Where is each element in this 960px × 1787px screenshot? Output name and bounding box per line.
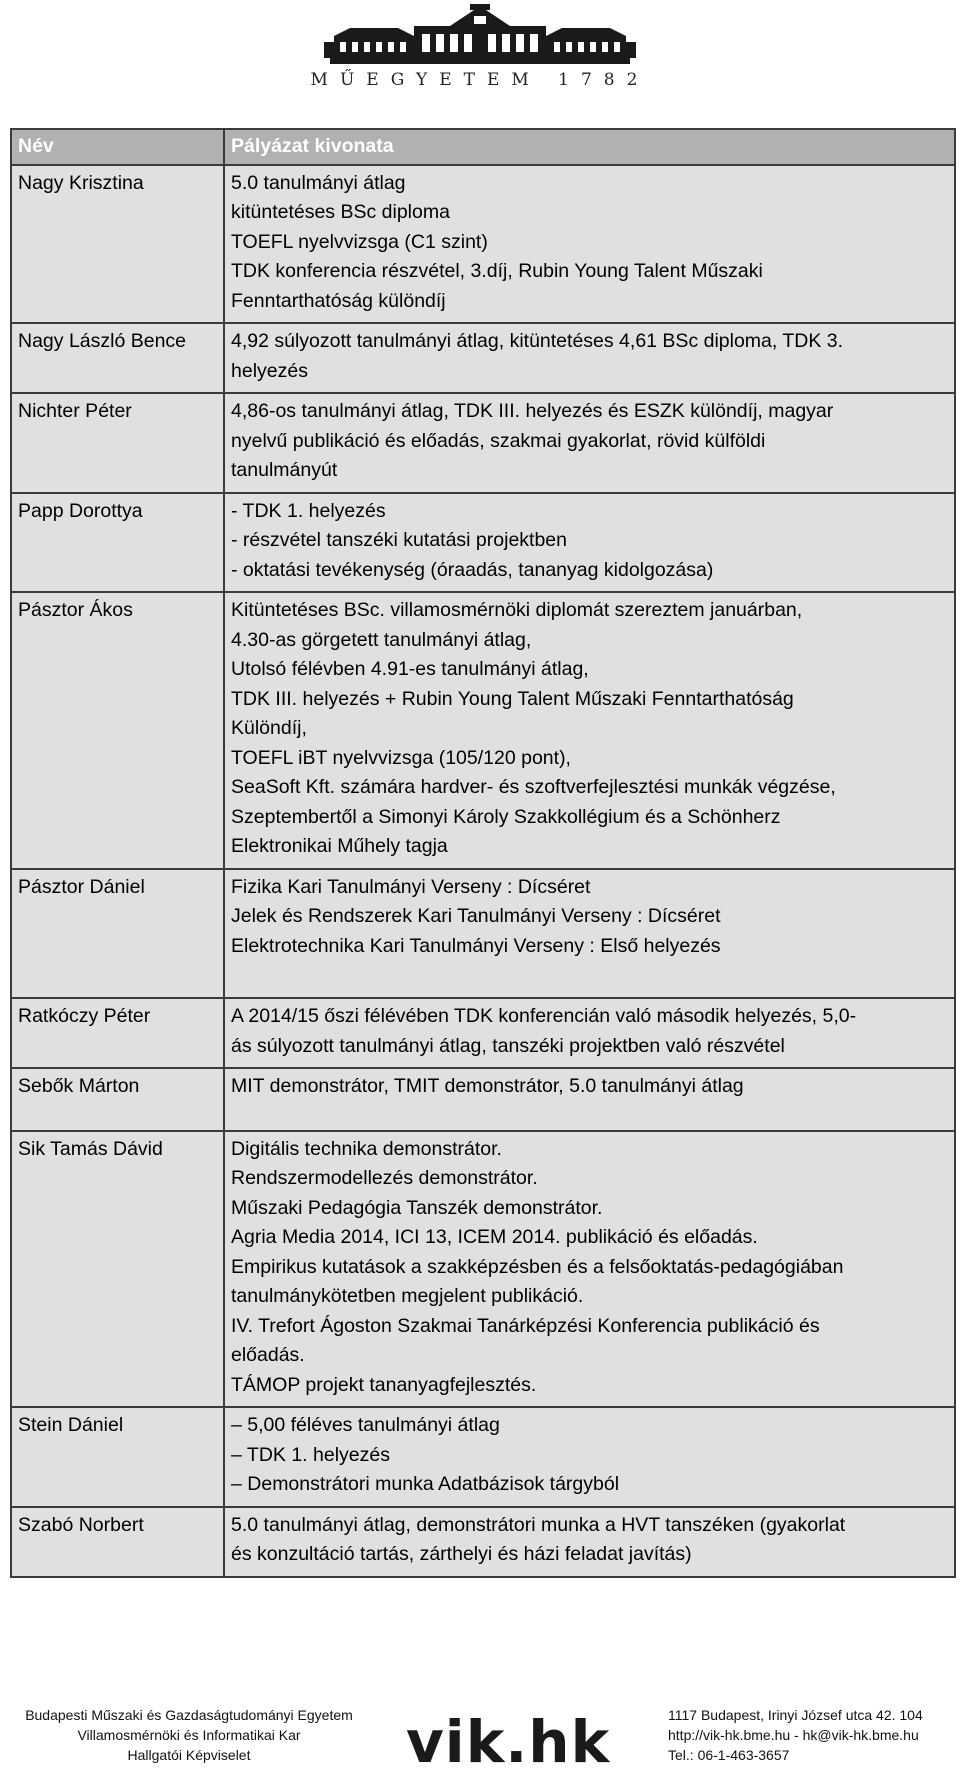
summary-line: Jelek és Rendszerek Kari Tanulmányi Verseny : Dícséret (231, 905, 721, 927)
applicant-name: Nichter Péter (11, 393, 224, 493)
summary-line: Különdíj, (231, 717, 307, 739)
applicant-name: Pásztor Ákos (11, 592, 224, 869)
summary-line: TOEFL iBT nyelvvizsga (105/120 pont), (231, 746, 571, 769)
summary-line: TDK konferencia részvétel, 3.díj, Rubin Young Talent Műszaki (231, 260, 763, 282)
summary-line: - részvétel tanszéki kutatási projektben (231, 529, 567, 551)
footer-address: 1117 Budapest, Irinyi József utca 42. 104 (668, 1707, 923, 1723)
application-summary (224, 1407, 955, 1507)
summary-line: előadás. (231, 1344, 305, 1366)
applicant-name: Sebők Márton (11, 1068, 224, 1131)
summary-line: A 2014/15 őszi félévében TDK konferencián való második helyezés, 5,0- (231, 1005, 857, 1027)
summary-line: Agria Media 2014, ICI 13, ICEM 2014. publikáció és előadás. (231, 1226, 758, 1248)
summary-line: Kitüntetéses BSc. villamosmérnöki diplomát szereztem januárban, (231, 599, 803, 621)
applicant-name: Nagy Krisztina (11, 165, 224, 324)
summary-line: – TDK 1. helyezés (231, 1443, 390, 1466)
footer-university: Budapesti Műszaki és Gazdaságtudományi Egyetem (25, 1707, 353, 1723)
summary-line: tanulmánykötetben megjelent publikáció. (231, 1285, 584, 1307)
summary-line: 5.0 tanulmányi átlag (231, 171, 406, 194)
application-summary (224, 1131, 955, 1408)
summary-line: - TDK 1. helyezés (231, 499, 386, 522)
summary-line: 4,86-os tanulmányi átlag, TDK III. helyezés és ESZK különdíj, magyar (231, 400, 834, 422)
applicant-name: Ratkóczy Péter (11, 998, 224, 1068)
table-row (11, 165, 955, 324)
header-summary: Pályázat kivonata (224, 129, 955, 165)
summary-line: és konzultáció tartás, zárthelyi és házi feladat javítás) (231, 1543, 692, 1565)
summary-line: Utolsó félévben 4.91-es tanulmányi átlag, (231, 658, 589, 680)
application-summary (224, 592, 955, 869)
header-name: Név (11, 129, 224, 165)
applicant-name: Papp Dorottya (11, 493, 224, 593)
summary-line: TDK III. helyezés + Rubin Young Talent Műszaki Fenntarthatóság (231, 687, 794, 710)
summary-line: SeaSoft Kft. számára hardver- és szoftverfejlesztési munkák végzése, (231, 776, 836, 798)
building-logo-icon (310, 2, 650, 72)
table-row (11, 1131, 955, 1408)
summary-line: MIT demonstrátor, TMIT demonstrátor, 5.0 tanulmányi átlag (231, 1075, 744, 1097)
summary-line: TÁMOP projekt tananyagfejlesztés. (231, 1373, 537, 1396)
summary-line: helyezés (231, 359, 308, 382)
table-row (11, 1068, 955, 1131)
summary-line: 4.30-as görgetett tanulmányi átlag, (231, 628, 532, 651)
application-summary (224, 493, 955, 593)
table-row (11, 1407, 955, 1507)
summary-line: Digitális technika demonstrátor. (231, 1137, 502, 1160)
summary-line: 5.0 tanulmányi átlag, demonstrátori munka a HVT tanszéken (gyakorlat (231, 1513, 846, 1536)
summary-line: kitüntetéses BSc diploma (231, 201, 450, 223)
table-row (11, 393, 955, 493)
summary-line: ás súlyozott tanulmányi átlag, tanszéki projektben való részvétel (231, 1034, 785, 1057)
footer-institution (3, 1705, 375, 1765)
application-summary (224, 393, 955, 493)
table-row (11, 869, 955, 999)
summary-line: - oktatási tevékenység (óraadás, tananyag kidolgozása) (231, 558, 714, 581)
footer-contact (668, 1705, 958, 1765)
applicant-name: Pásztor Dániel (11, 869, 224, 999)
table-row (11, 323, 955, 393)
brand-logo: vik.hk (406, 1708, 611, 1776)
summary-line: TOEFL nyelvvizsga (C1 szint) (231, 230, 488, 253)
applications-table (10, 128, 956, 1578)
application-summary (224, 869, 955, 999)
applicant-name: Stein Dániel (11, 1407, 224, 1507)
summary-line: Rendszermodellezés demonstrátor. (231, 1167, 538, 1189)
summary-line: nyelvű publikáció és előadás, szakmai gyakorlat, rövid külföldi (231, 429, 766, 452)
summary-line: Műszaki Pedagógia Tanszék demonstrátor. (231, 1196, 603, 1219)
table-row (11, 493, 955, 593)
footer-web-email[interactable]: http://vik-hk.bme.hu - hk@vik-hk.bme.hu (668, 1727, 919, 1743)
footer-body: Hallgatói Képviselet (127, 1747, 251, 1763)
application-summary (224, 1068, 955, 1131)
footer-faculty: Villamosmérnöki és Informatikai Kar (77, 1727, 301, 1743)
applicant-name: Sik Tamás Dávid (11, 1131, 224, 1408)
logo-wordmark: MŰEGYETEM 1782 (310, 70, 650, 90)
table-row (11, 1507, 955, 1577)
summary-line: – 5,00 féléves tanulmányi átlag (231, 1414, 500, 1436)
summary-line: Szeptembertől a Simonyi Károly Szakkollégium és a Schönherz (231, 805, 781, 828)
applicant-name: Nagy László Bence (11, 323, 224, 393)
summary-line: – Demonstrátori munka Adatbázisok tárgyból (231, 1473, 620, 1495)
university-logo (0, 0, 960, 95)
application-summary (224, 165, 955, 324)
summary-line: Elektronikai Műhely tagja (231, 835, 448, 857)
footer (0, 1705, 960, 1787)
application-summary (224, 998, 955, 1068)
application-summary (224, 1507, 955, 1577)
applicant-name: Szabó Norbert (11, 1507, 224, 1577)
application-summary (224, 323, 955, 393)
table-row (11, 998, 955, 1068)
summary-line: Fenntarthatóság különdíj (231, 289, 446, 312)
summary-line: IV. Trefort Ágoston Szakmai Tanárképzési Konferencia publikáció és (231, 1314, 820, 1337)
summary-line: Empirikus kutatások a szakképzésben és a felsőoktatás-pedagógiában (231, 1255, 844, 1278)
summary-line: 4,92 súlyozott tanulmányi átlag, kitüntetéses 4,61 BSc diploma, TDK 3. (231, 330, 844, 352)
table-header-row (11, 129, 955, 165)
summary-line: Elektrotechnika Kari Tanulmányi Verseny : Első helyezés (231, 934, 721, 957)
summary-line: tanulmányút (231, 459, 338, 481)
summary-line: Fizika Kari Tanulmányi Verseny : Dícséret (231, 875, 591, 898)
footer-phone: Tel.: 06-1-463-3657 (668, 1747, 790, 1763)
table-row (11, 592, 955, 869)
